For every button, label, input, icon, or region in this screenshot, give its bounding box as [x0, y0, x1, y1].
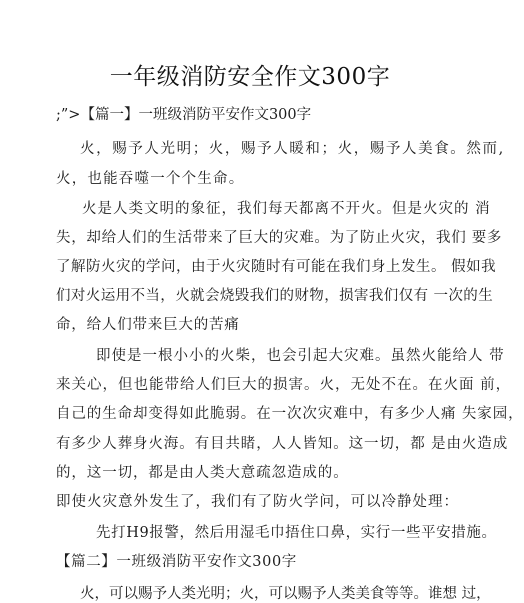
paragraph-line: 了解防火灾的学问，由于火灾随时有可能在我们身上发生。 假如我	[56, 259, 497, 275]
paragraph-line: 火是人类文明的象征，我们每天都离不开火。但是火灾的 消	[82, 201, 491, 217]
paragraph-line: 来关心，但也能带给人们巨大的损害。火，无处不在。在火面 前，	[56, 377, 512, 393]
paragraph-line: 命，给人们带来巨大的苦痛	[56, 317, 240, 333]
paragraph-line: 火，可以赐予人类光明；火，可以赐予人类美食等等。谁想 过，	[80, 586, 491, 602]
section-heading-one: ;”>【篇一】一班级消防平安作文300字	[56, 107, 312, 123]
paragraph-line: 先打H9报警，然后用湿毛巾捂住口鼻，实行一些平安措施。	[96, 525, 497, 541]
paragraph-line: 火，赐予人光明；火，赐予人暖和；火，赐予人美食。然而,	[80, 141, 505, 157]
paragraph-line: 有多少人葬身火海。有目共睹，人人皆知。这一切，都 是由火造成	[56, 436, 509, 452]
paragraph-line: 们对火运用不当，火就会烧毁我们的财物，损害我们仅有 一次的生	[56, 288, 494, 304]
paragraph-line: 失，却给人们的生活带来了巨大的灾难。为了防止火灾，我们 要多	[56, 230, 503, 246]
paragraph-line: 火，也能吞噬一个个生命。	[56, 171, 245, 187]
document-title: 一年级消防安全作文300字	[109, 64, 391, 90]
paragraph-line: 即使火灾意外发生了，我们有了防火学问，可以冷静处理：	[56, 494, 459, 510]
paragraph-line: 即使是一根小小的火柴，也会引起大灾难。虽然火能给人 带	[96, 348, 505, 364]
paragraph-line: 自己的生命却变得如此脆弱。在一次次灾难中，有多少人痛 失家园，	[56, 406, 524, 422]
section-heading-two: 【篇二】一班级消防平安作文300字	[56, 554, 297, 570]
paragraph-line: 的，这一切，都是由人类大意疏忽造成的。	[56, 465, 349, 481]
